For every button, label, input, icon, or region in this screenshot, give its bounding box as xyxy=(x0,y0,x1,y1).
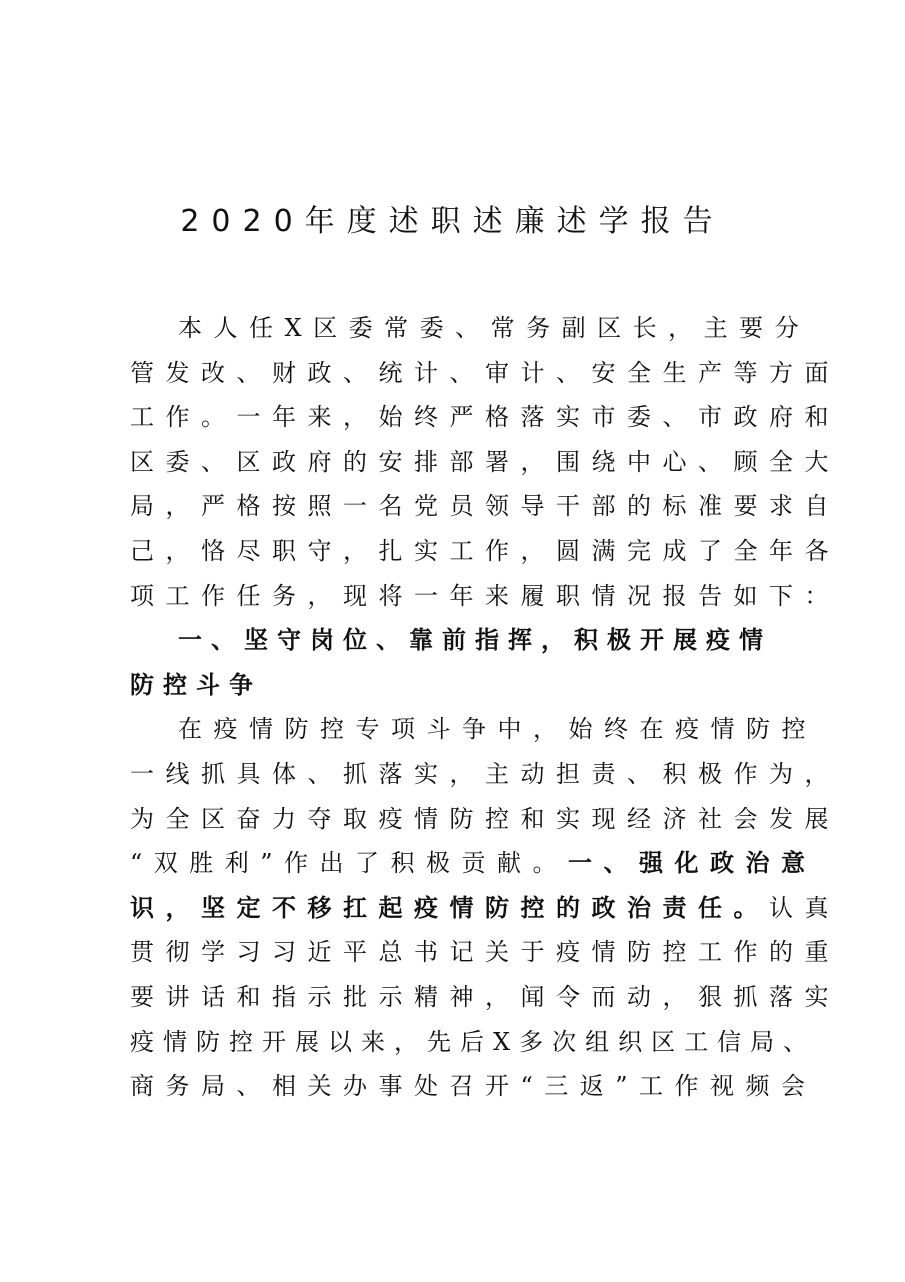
bold-subheading: 一、强化政治意 xyxy=(568,848,817,878)
paragraph-line: 工作。一年来，始终严格落实市委、市政府和 xyxy=(130,403,840,432)
paragraph-line: 要讲话和指示批示精神，闻令而动，狠抓落实 xyxy=(130,982,840,1011)
bold-subheading: 识，坚定不移扛起疫情防控的政治责任。 xyxy=(130,892,769,922)
paragraph-line: 局，严格按照一名党员领导干部的标准要求自 xyxy=(130,492,840,521)
paragraph-line: 区委、区政府的安排部署，围绕中心、顾全大 xyxy=(130,447,840,476)
paragraph-line: 一线抓具体、抓落实，主动担责、积极作为， xyxy=(130,759,840,788)
paragraph-line: 商务局、相关办事处召开“三返”工作视频会 xyxy=(130,1072,817,1101)
section-heading: 一、坚守岗位、靠前指挥，积极开展疫情 xyxy=(178,626,772,655)
document-body xyxy=(130,306,840,1109)
paragraph-line: 在疫情防控专项斗争中，始终在疫情防控 xyxy=(178,715,817,744)
section-heading: 防控斗争 xyxy=(130,670,262,699)
paragraph-line: 项工作任务，现将一年来履职情况报告如下： xyxy=(130,581,840,610)
paragraph-line: 疫情防控开展以来，先后X多次组织区工信局、 xyxy=(130,1027,817,1056)
paragraph-line xyxy=(130,841,817,886)
paragraph-line: 本人任X区委常委、常务副区长，主要分 xyxy=(178,314,811,342)
paragraph-line: 己，恪尽职守，扎实工作，圆满完成了全年各 xyxy=(130,536,840,565)
paragraph-line: 管发改、财政、统计、审计、安全生产等方面 xyxy=(130,358,840,387)
paragraph-line: 为全区奋力夺取疫情防控和实现经济社会发展 xyxy=(130,804,840,833)
line-text: “双胜利”作出了积极贡献。 xyxy=(130,849,569,878)
paragraph-line xyxy=(130,886,840,931)
line-text: 认真 xyxy=(769,893,840,922)
paragraph-line: 贯彻学习习近平总书记关于疫情防控工作的重 xyxy=(130,938,840,967)
document-title: 2020年度述职述廉述学报告 xyxy=(180,204,725,239)
